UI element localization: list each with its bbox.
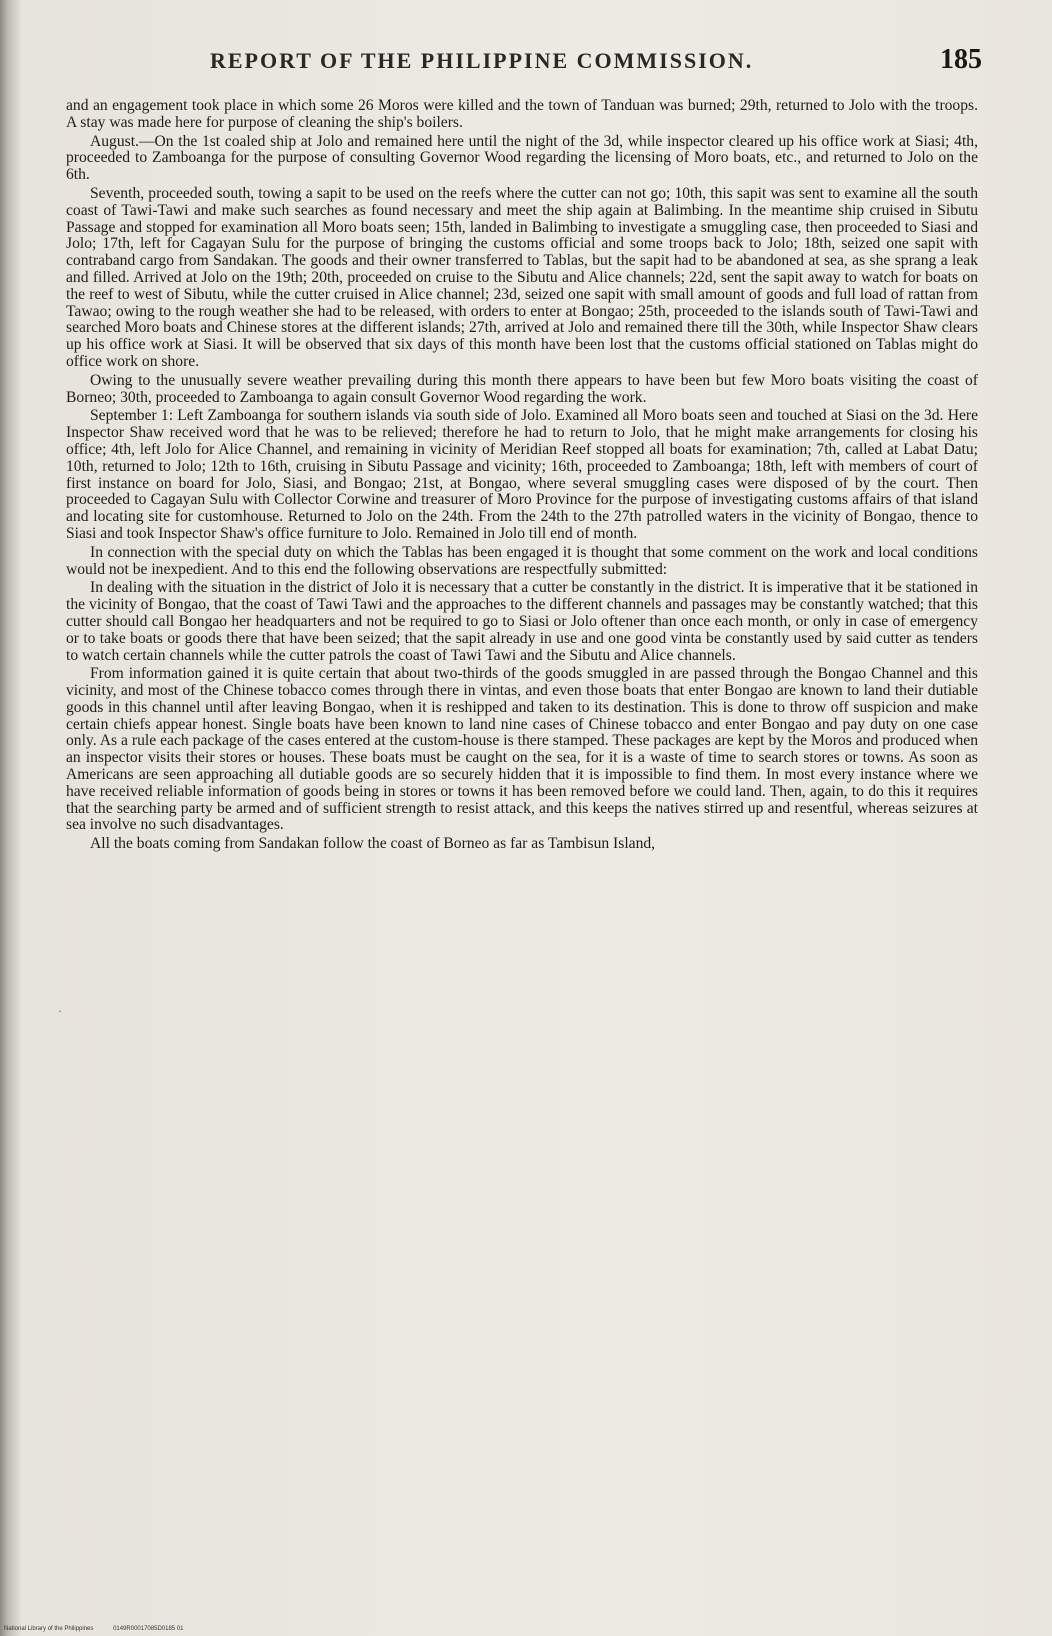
paragraph: August.—On the 1st coaled ship at Jolo and remained here until the night of the 3d, while inspector cleared up his office work at Siasi; 4th, proceeded to Zamboanga for the purpose of consulting Governor Wood regarding the licensing of Moro boats, etc., and returned to Jolo on the 6th. <box>66 132 978 184</box>
scan-footer <box>4 1626 201 1632</box>
paragraph: In connection with the special duty on which the Tablas has been engaged it is thought that some comment on the work and local conditions would not be inexpedient. And to this end the following observations are respectfully submitted: <box>66 543 978 578</box>
page-number: 185 <box>940 44 982 75</box>
page-header <box>70 44 982 84</box>
running-head: REPORT OF THE PHILIPPINE COMMISSION. <box>210 48 754 73</box>
paragraph: All the boats coming from Sandakan follow the coast of Borneo as far as Tambisun Island, <box>90 835 656 853</box>
footer-code: 0149R00017085D0185 01 <box>113 1626 184 1632</box>
paragraph: In dealing with the situation in the district of Jolo it is necessary that a cutter be constantly in the district. It is imperative that it be stationed in the vicinity of Bongao, that the coast of Tawi Tawi and the approaches to the different channels and passages may be constantly watched; that this cutter should call Bongao her headquarters and not be required to go to Siasi or Jolo oftener than once each month, or only in case of emergency or to take boats or goods there that have been seized; that the sapit already in use and one good vinta be constantly used by said cutter as tenders to watch certain channels while the cutter patrols the coast of Tawi Tawi and the Sibutu and Alice channels. <box>66 579 978 664</box>
paragraph: Owing to the unusually severe weather prevailing during this month there appears to have been but few Moro boats visiting the coast of Borneo; 30th, proceeded to Zamboanga to again consult Governor Wood regarding the work. <box>66 371 978 406</box>
paragraph: and an engagement took place in which some 26 Moros were killed and the town of Tanduan was burned; 29th, returned to Jolo with the troops. A stay was made here for purpose of cleaning the ship's boilers. <box>66 97 978 131</box>
body-text <box>66 98 978 855</box>
margin-mark: · <box>58 1004 62 1018</box>
paragraph: From information gained it is quite certain that about two-thirds of the goods smuggled in are passed through the Bongao Channel and this vicinity, and most of the Chinese tobacco comes through there in vintas, and even those boats that enter Bongao are known to land their dutiable goods in this channel until after leaving Bongao, when it is reshipped and taken to its destination. This is done to throw off suspicion and make certain chiefs appear honest. Single boats have been known to land nine cases of Chinese tobacco and enter Bongao and pay duty on one case only. As a rule each package of the cases entered at the custom-house is there stamped. These packages are kept by the Moros and produced when an inspector visits their stores or houses. These boats must be caught on the sea, for it is a waste of time to search stores or towns. As soon as Americans are seen approaching all dutiable goods are so securely hidden that it is impossible to find them. In most every instance where we have received reliable information of goods being in stores or towns it has been removed before we could land. Then, again, to do this it requires that the searching party be armed and of sufficient strength to resist attack, and this keeps the natives stirred up and resentful, whereas seizures at sea involve no such disadvantages. <box>66 665 978 834</box>
footer-library: National Library of the Philippines <box>4 1626 94 1632</box>
paragraph: Seventh, proceeded south, towing a sapit to be used on the reefs where the cutter can not go; 10th, this sapit was sent to examine all the south coast of Tawi-Tawi and make such searches as found necessary and meet the ship again at Balimbing. In the meantime ship cruised in Sibutu Passage and stopped for examination all Moro boats seen; 15th, landed in Balimbing to investigate a smuggling case, then proceeded to Siasi and Jolo; 17th, left for Cagayan Sulu for the purpose of bringing the customs official and some troops back to Jolo; 18th, seized one sapit with contraband cargo from Sandakan. The goods and their owner transferred to Tablas, but the sapit had to be abandoned at sea, as she sprang a leak and filled. Arrived at Jolo on the 19th; 20th, proceeded on cruise to the Sibutu and Alice channels; 22d, sent the sapit away to watch for boats on the reef to west of Sibutu, while the cutter cruised in Alice channel; 23d, seized one sapit with small amount of goods and full load of rattan from Tawao; owing to the rough weather she had to be released, with orders to enter at Bongao; 25th, proceeded to the islands south of Tawi-Tawi and searched Moro boats and Chinese stores at the different islands; 27th, arrived at Jolo and remained there till the 30th, while Inspector Shaw clears up his office work at Siasi. It will be observed that six days of this month have been lost that the customs official stationed on Tablas might do office work on shore. <box>66 184 978 370</box>
paragraph: September 1: Left Zamboanga for southern islands via south side of Jolo. Examined all Moro boats seen and touched at Siasi on the 3d. Here Inspector Shaw received word that he was to be relieved; therefore he had to return to Jolo, that he might make arrangements for closing his office; 4th, left Jolo for Alice Channel, and remaining in vicinity of Meridian Reef stopped all boats for examination; 7th, called at Labat Datu; 10th, returned to Jolo; 12th to 16th, cruising in Sibutu Passage and vicinity; 16th, proceeded to Zamboanga; 18th, left with members of court of first instance on board for Jolo, Siasi, and Bongao; 21st, at Bongao, where several smuggling cases were disposed of by the court. Then proceeded to Cagayan Sulu with Collector Corwine and treasurer of Moro Province for the purpose of investigating customs affairs of that island and locating site for customhouse. Returned to Jolo on the 24th. From the 24th to the 27th patrolled waters in the vicinity of Bongao, thence to Siasi and took Inspector Shaw's office furniture to Jolo. Remained in Jolo till end of month. <box>66 407 978 542</box>
